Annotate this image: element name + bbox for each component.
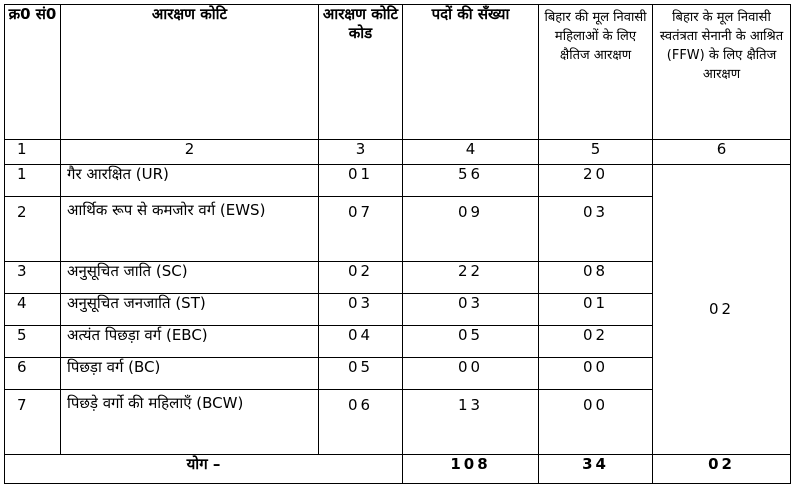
row-serial: 5 <box>5 326 61 358</box>
row-posts: 56 <box>403 165 539 197</box>
header-row <box>5 5 791 140</box>
reservation-table <box>4 4 791 484</box>
row-posts: 00 <box>403 358 539 390</box>
row-serial: 3 <box>5 262 61 294</box>
row-code: 06 <box>319 390 403 455</box>
row-women: 00 <box>539 358 653 390</box>
total-row <box>5 455 791 484</box>
row-code: 01 <box>319 165 403 197</box>
column-number: 2 <box>61 140 319 165</box>
row-code: 05 <box>319 358 403 390</box>
row-women: 20 <box>539 165 653 197</box>
row-serial: 7 <box>5 390 61 455</box>
row-women: 08 <box>539 262 653 294</box>
column-number-row <box>5 140 791 165</box>
row-code: 02 <box>319 262 403 294</box>
column-number: 3 <box>319 140 403 165</box>
header-serial: क्र0 सं0 <box>5 5 61 140</box>
row-serial: 1 <box>5 165 61 197</box>
row-women: 03 <box>539 197 653 262</box>
ffw-merged-cell: 02 <box>653 165 791 455</box>
column-number: 1 <box>5 140 61 165</box>
column-number: 4 <box>403 140 539 165</box>
row-posts: 09 <box>403 197 539 262</box>
row-women: 02 <box>539 326 653 358</box>
row-posts: 03 <box>403 294 539 326</box>
row-serial: 4 <box>5 294 61 326</box>
column-number: 6 <box>653 140 791 165</box>
row-category: आर्थिक रूप से कमजोर वर्ग (EWS) <box>61 197 319 262</box>
row-women: 00 <box>539 390 653 455</box>
column-number: 5 <box>539 140 653 165</box>
row-women: 01 <box>539 294 653 326</box>
header-posts: पदों की सँख्या <box>403 5 539 140</box>
row-posts: 13 <box>403 390 539 455</box>
row-code: 07 <box>319 197 403 262</box>
row-category: अत्यंत पिछड़ा वर्ग (EBC) <box>61 326 319 358</box>
header-women-reservation: बिहार की मूल निवासी महिलाओं के लिए क्षैतिज आरक्षण <box>539 5 653 140</box>
row-posts: 05 <box>403 326 539 358</box>
total-ffw: 02 <box>653 455 791 484</box>
total-women: 34 <box>539 455 653 484</box>
row-serial: 2 <box>5 197 61 262</box>
row-code: 04 <box>319 326 403 358</box>
header-category: आरक्षण कोटि <box>61 5 319 140</box>
row-serial: 6 <box>5 358 61 390</box>
header-code: आरक्षण कोटि कोड <box>319 5 403 140</box>
row-code: 03 <box>319 294 403 326</box>
table-row <box>5 165 791 197</box>
total-posts: 108 <box>403 455 539 484</box>
row-category: अनुसूचित जाति (SC) <box>61 262 319 294</box>
row-category: अनुसूचित जनजाति (ST) <box>61 294 319 326</box>
row-category: पिछड़े वर्गो की महिलाएँ (BCW) <box>61 390 319 455</box>
header-ffw-reservation: बिहार के मूल निवासी स्वतंत्रता सेनानी के आश्रित (FFW) के लिए क्षैतिज आरक्षण <box>653 5 791 140</box>
row-posts: 22 <box>403 262 539 294</box>
row-category: गैर आरक्षित (UR) <box>61 165 319 197</box>
total-label: योग – <box>5 455 403 484</box>
row-category: पिछड़ा वर्ग (BC) <box>61 358 319 390</box>
